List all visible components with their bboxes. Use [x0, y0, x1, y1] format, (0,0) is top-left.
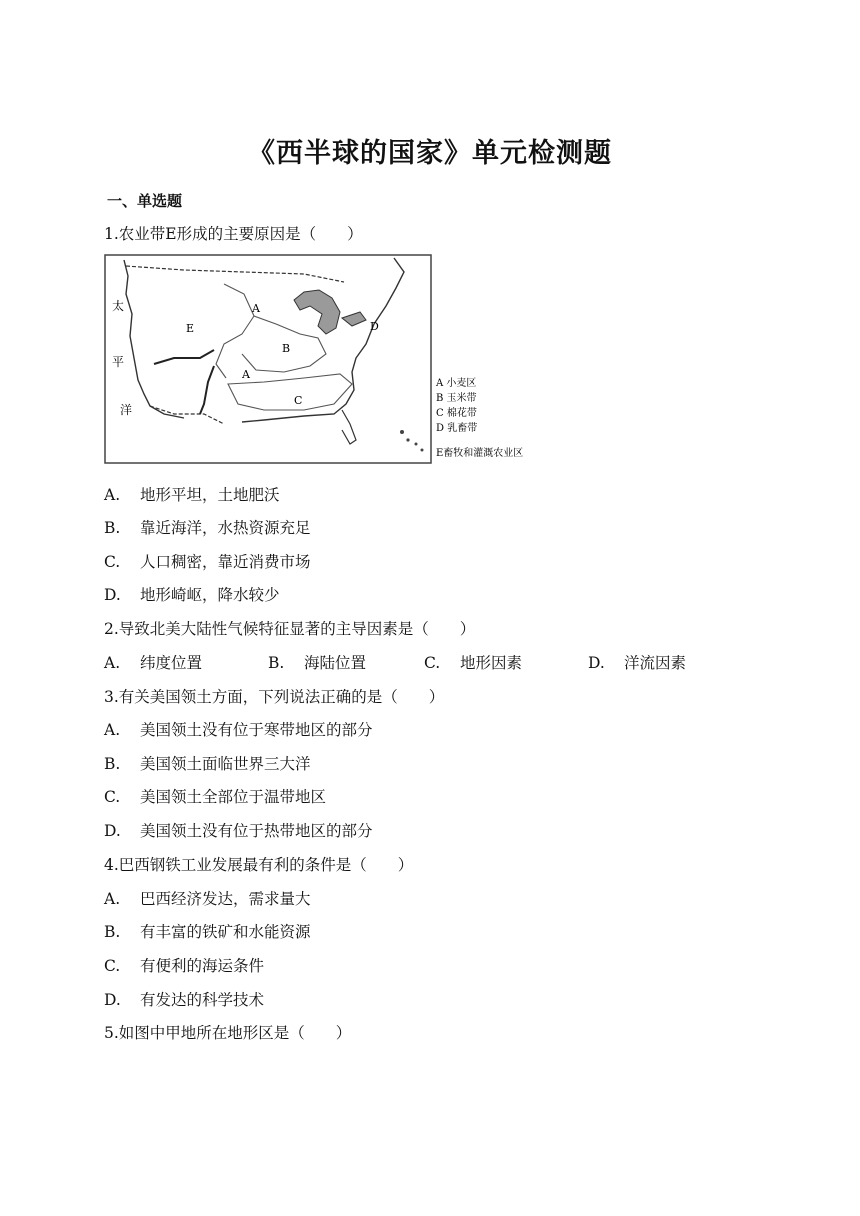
q4-option-c[interactable]: C. 有便利的海运条件	[104, 957, 265, 975]
q3-option-c[interactable]: C. 美国领土全部位于温带地区	[104, 788, 327, 806]
question-5-stem: 5.如图中甲地所在地形区是（ ）	[104, 1024, 352, 1042]
legend-c: C 棉花带	[436, 408, 477, 419]
region-label-c: C	[294, 394, 303, 407]
legend-d: D 乳畜带	[436, 423, 478, 434]
question-4-stem: 4.巴西钢铁工业发展最有利的条件是（ ）	[104, 856, 414, 874]
island	[406, 438, 409, 441]
q1-option-c[interactable]: C. 人口稠密，靠近消费市场	[104, 553, 311, 571]
ocean-label-3: 洋	[120, 403, 133, 417]
q4-option-d[interactable]: D. 有发达的科学技术	[104, 991, 265, 1009]
q3-option-d[interactable]: D. 美国领土没有位于热带地区的部分	[104, 822, 373, 840]
q2-option-a[interactable]: A. 纬度位置	[104, 654, 203, 672]
question-3-stem: 3.有关美国领土方面，下列说法正确的是（ ）	[104, 688, 445, 706]
region-label-d: D	[370, 320, 379, 333]
q1-option-b[interactable]: B. 靠近海洋，水热资源充足	[104, 519, 311, 537]
island	[421, 449, 424, 452]
ocean-label-1: 太	[112, 299, 125, 313]
island	[400, 430, 404, 434]
region-label-e: E	[186, 322, 195, 335]
q4-option-b[interactable]: B. 有丰富的铁矿和水能资源	[104, 923, 311, 941]
q4-option-a[interactable]: A. 巴西经济发达，需求量大	[104, 890, 311, 908]
page-title: 《西半球的国家》单元检测题	[248, 138, 612, 169]
ocean-label-2: 平	[112, 355, 125, 369]
region-label-b: B	[282, 342, 291, 355]
map-frame	[105, 255, 431, 463]
question-1-stem: 1.农业带E形成的主要原因是（ ）	[104, 225, 363, 243]
q1-option-a[interactable]: A. 地形平坦，土地肥沃	[104, 486, 280, 504]
q2-option-c[interactable]: C. 地形因素	[424, 654, 523, 672]
section-heading: 一、单选题	[107, 192, 183, 210]
q3-option-a[interactable]: A. 美国领土没有位于寒带地区的部分	[104, 721, 373, 739]
island	[415, 443, 418, 446]
q1-option-d[interactable]: D. 地形崎岖，降水较少	[104, 586, 280, 604]
question-2-stem: 2.导致北美大陆性气候特征显著的主导因素是（ ）	[104, 620, 476, 638]
legend-a: A 小麦区	[436, 378, 477, 389]
region-label-a-south: A	[242, 368, 250, 381]
q2-option-b[interactable]: B. 海陆位置	[268, 654, 367, 672]
region-label-a-north: A	[252, 302, 260, 315]
us-agriculture-map	[104, 254, 544, 466]
q3-option-b[interactable]: B. 美国领土面临世界三大洋	[104, 755, 311, 773]
legend-b: B 玉米带	[436, 393, 477, 404]
q2-option-d[interactable]: D. 洋流因素	[588, 654, 687, 672]
legend-e: E畜牧和灌溉农业区	[436, 448, 524, 459]
